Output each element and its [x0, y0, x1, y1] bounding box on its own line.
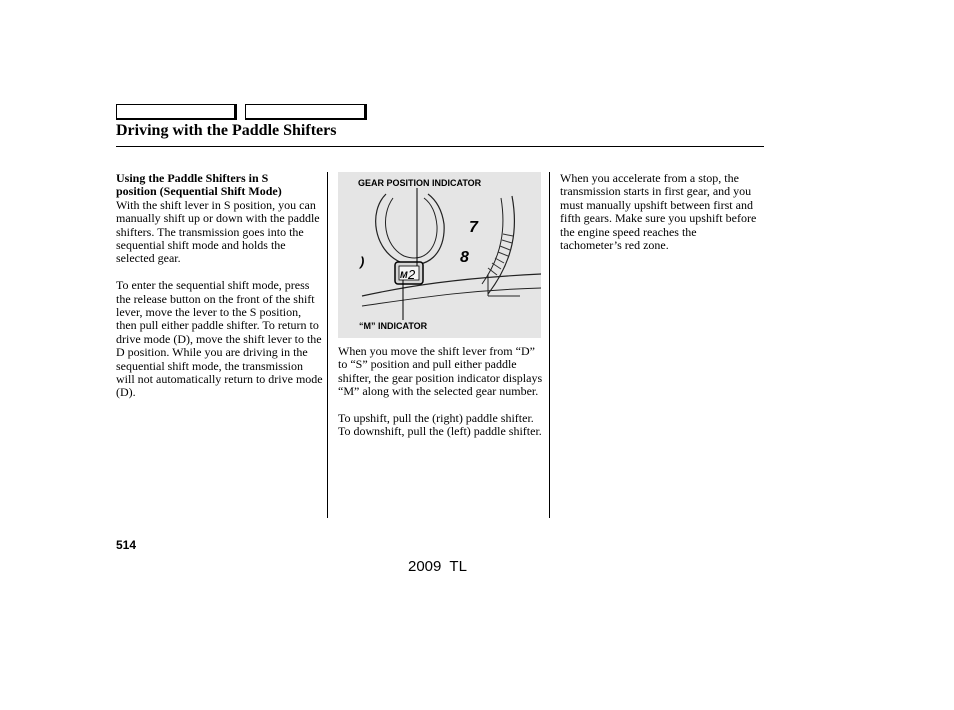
- tach-arc-outer: [488, 196, 514, 294]
- page-title: Driving with the Paddle Shifters: [116, 122, 337, 139]
- instrument-cluster-illustration: [338, 172, 541, 338]
- header-tab-1: [116, 104, 237, 120]
- gear-number-text: 2: [408, 267, 416, 282]
- paragraph-accelerate: When you accelerate from a stop, the transmission starts in first gear, and you must manually upshift between first and fifth gears. Make sure you upshift before the engine speed reaches the tachometer’s red zone.: [560, 171, 757, 253]
- label-gear-position-indicator: GEAR POSITION INDICATOR: [358, 178, 482, 188]
- paragraph-upshift-downshift: To upshift, pull the (right) paddle shifter. To downshift, pull the (left) paddle shifter.: [338, 411, 542, 439]
- column-divider-1: [327, 172, 328, 518]
- gauge-number-7: 7: [469, 219, 478, 236]
- column-middle: [338, 345, 544, 452]
- paragraph-indicator-display: When you move the shift lever from “D” to “S” position and pull either paddle shifter, the gear position indicator displays “M” along with the selected gear number.: [338, 344, 543, 399]
- title-rule: [116, 146, 764, 147]
- label-m-indicator: “M” INDICATOR: [359, 321, 428, 331]
- paragraph-enter-mode: To enter the sequential shift mode, press the release button on the front of the shift lever, move the lever to the S position, then pull either paddle shifter. To return to drive mode (D), move the shift lever to the D position. While you are driving in the sequential shift mode, the transmission will not automatically return to drive mode (D).: [116, 278, 323, 400]
- column-right: [560, 172, 760, 266]
- column-left: [116, 172, 324, 413]
- subheading-line-1: Using the Paddle Shifters in S: [116, 171, 269, 185]
- dash-line-upper: [362, 274, 541, 296]
- page-number: 514: [116, 538, 137, 552]
- footer-model: 2009 TL: [408, 558, 467, 575]
- section-subheading: [116, 172, 324, 199]
- header-tab-2: [245, 104, 367, 120]
- column-divider-2: [549, 172, 550, 518]
- paragraph-sequential-mode: With the shift lever in S position, you can manually shift up or down with the paddle shifters. The transmission goes into the sequential shift mode and holds the selected gear.: [116, 197, 320, 266]
- m-indicator-text: M: [400, 270, 408, 280]
- subheading-line-2: position (Sequential Shift Mode): [116, 184, 282, 199]
- gauge-number-partial: ): [360, 254, 365, 269]
- gear-indicator-figure: [338, 172, 541, 338]
- gauge-ring-inner: [385, 198, 437, 258]
- gauge-number-8: 8: [460, 249, 469, 266]
